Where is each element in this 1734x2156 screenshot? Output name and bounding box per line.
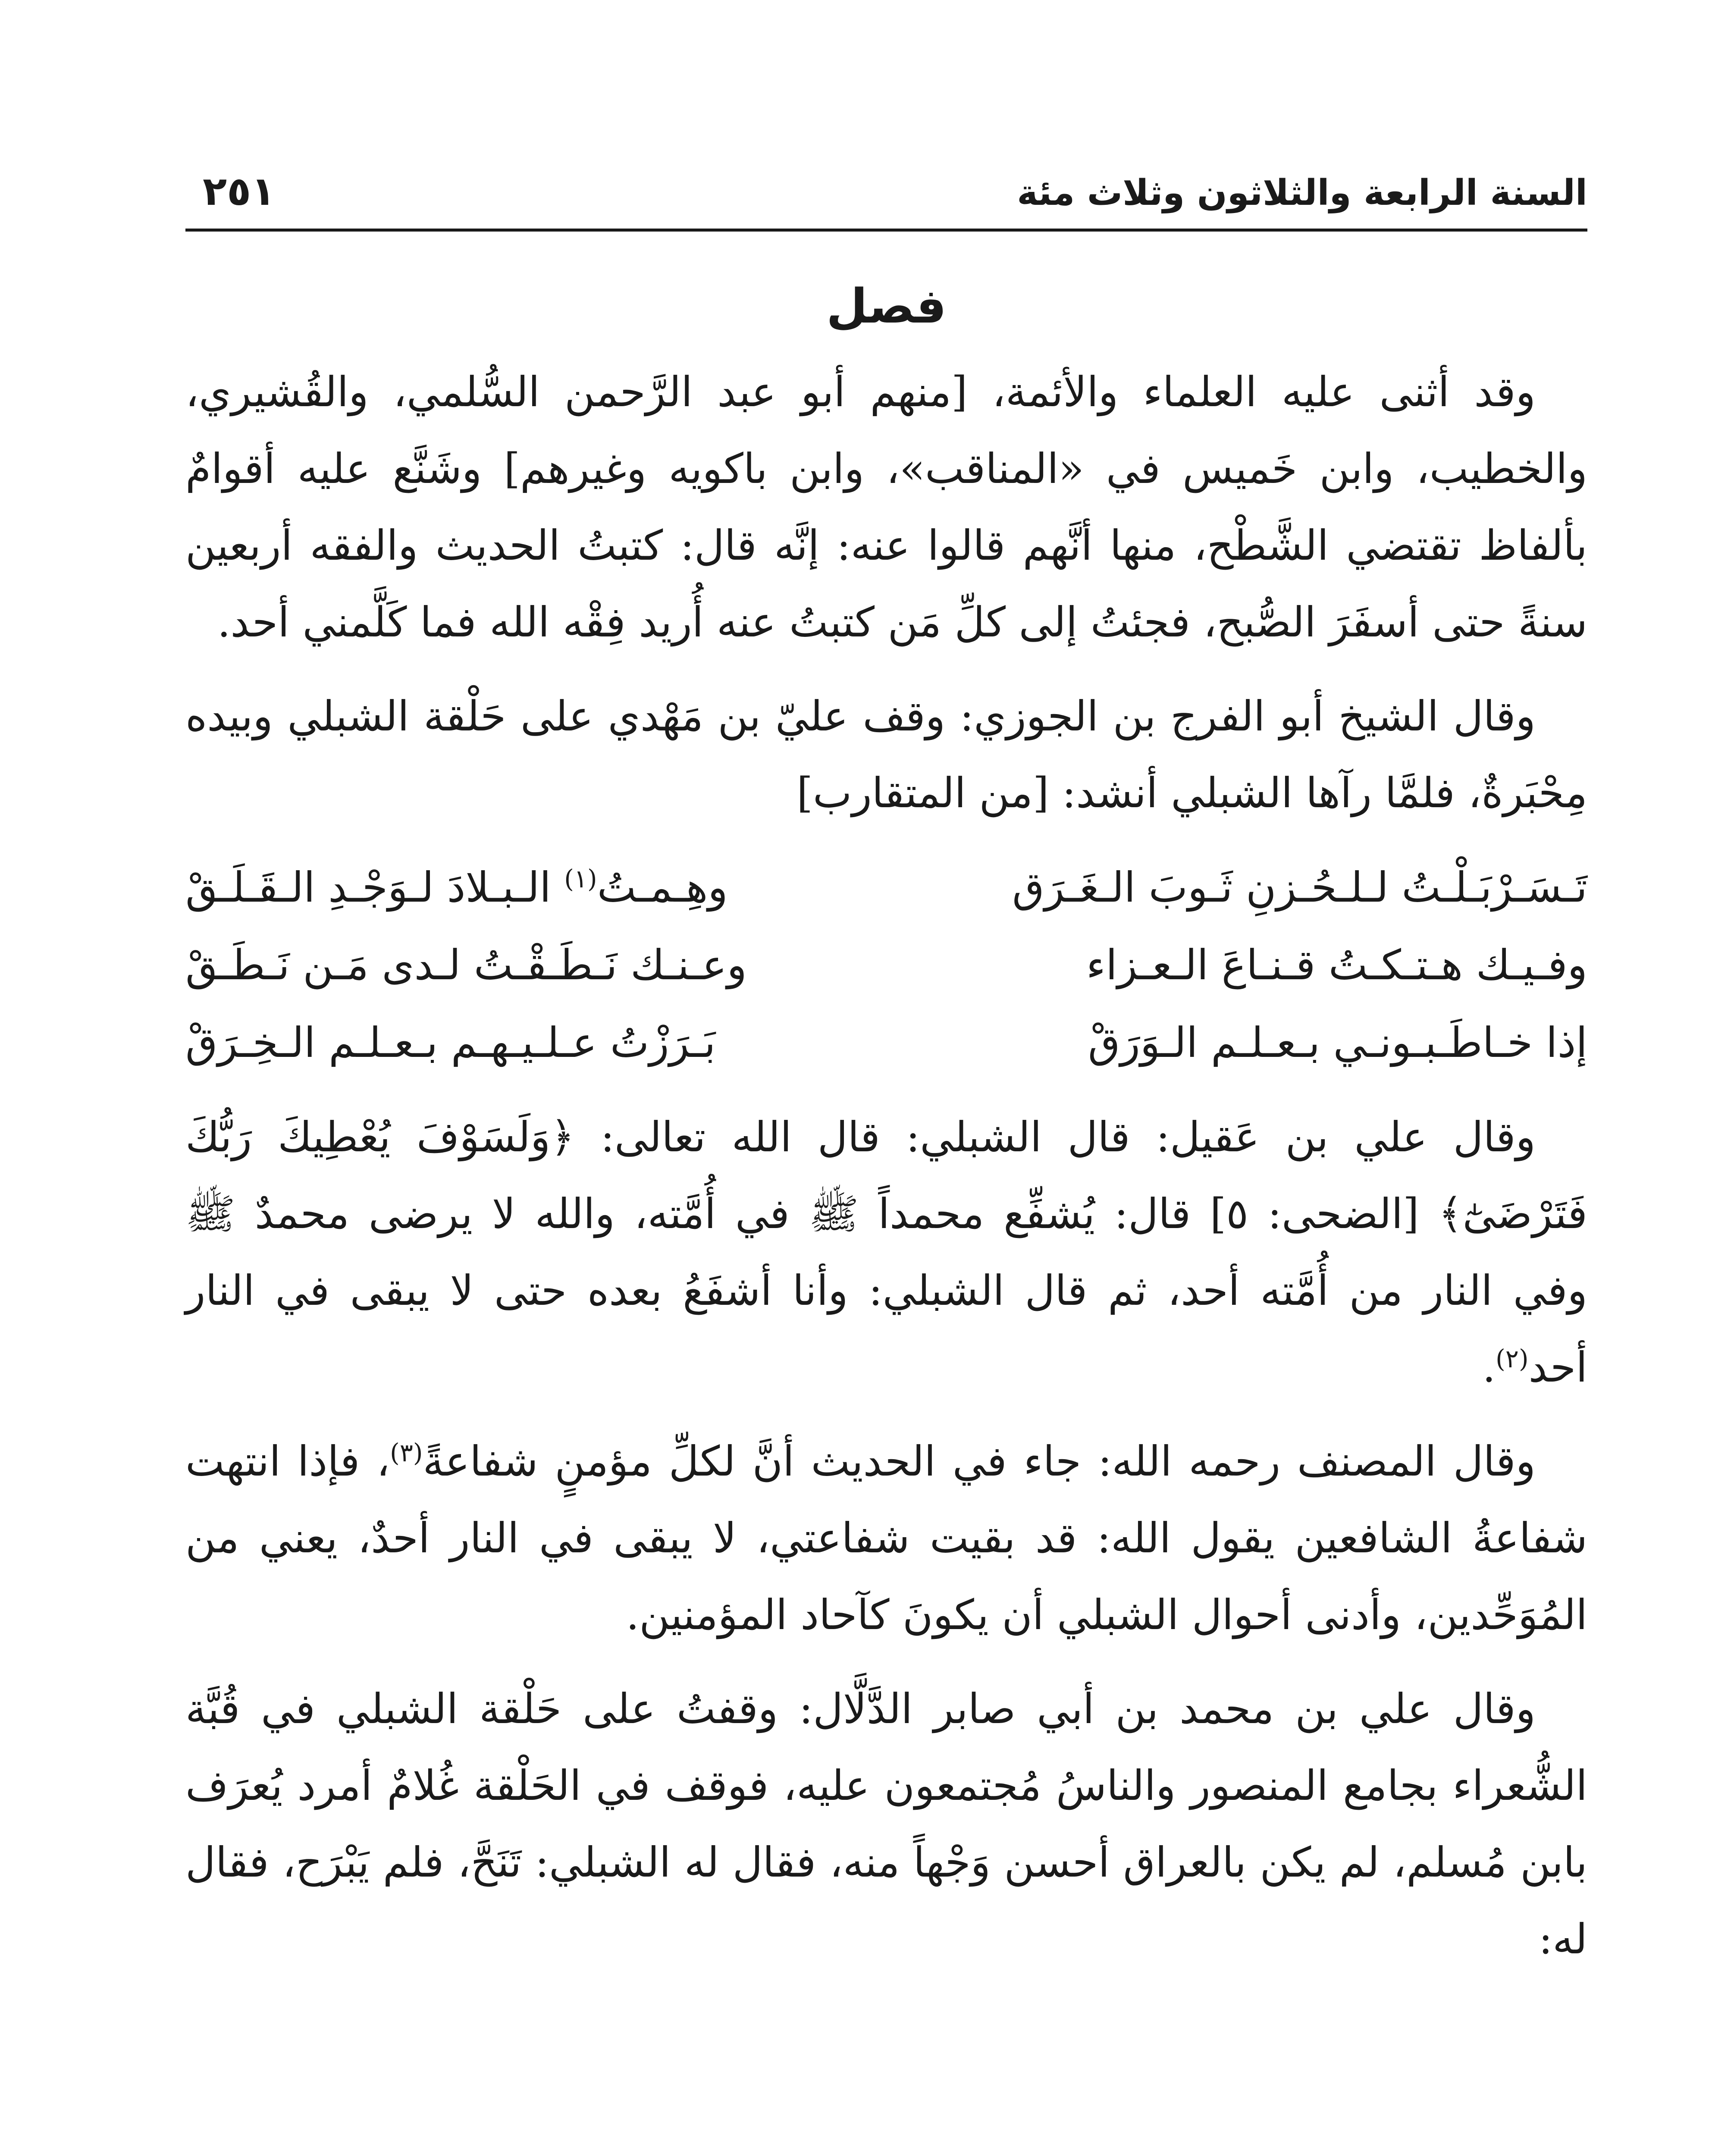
- verse-3-first-hemistich: إذا خـاطَـبـونـي بـعـلـم الـوَرَقْ: [1088, 1018, 1587, 1067]
- verse-1-second-hemistich: وهِـمـتُ$^{(١)}$ الـبـلادَ لـوَجْـدِ الـقَـلَـقْ: [185, 863, 728, 912]
- paragraph-5: وقال علي بن محمد بن أبي صابر الدَّلَّال: وقفتُ على حَلْقة الشبلي في قُبَّة الشُّعراء بجامع المنصور والناسُ مُجتمعون عليه، فوقف في الحَلْقة غُلامٌ أمرد يُعرَف بابن مُسلم، لم يكن بالعراق أحسن وَجْهاً منه، فقال له الشبلي: تَنَحَّ، فلم يَبْرَح، فقال له:: [185, 1685, 1587, 1963]
- footnote-ref-3[interactable]: (٣): [390, 1438, 423, 1467]
- verse-line-2: [185, 926, 1587, 1004]
- verse-3-second-hemistich: بَـرَزْتُ عـلـيـهـم بـعـلـم الـخِـرَقْ: [185, 1018, 716, 1067]
- verse-2-first-hemistich: وفـيـك هـتـكـتُ قـنـاعَ الـعـزاء: [1086, 941, 1587, 989]
- verse-1-first-hemistich: تَـسَـرْبَـلْـتُ لـلـحُـزنِ ثَـوبَ الـغَـرَق: [1012, 863, 1587, 912]
- page-header: [185, 164, 1587, 232]
- section-heading: فصل: [826, 279, 947, 334]
- poem-verses: [185, 849, 1587, 1081]
- footnote-ref-2[interactable]: (٢): [1496, 1344, 1529, 1373]
- paragraph-1: وقد أثنى عليه العلماء والأئمة، [منهم أبو عبد الرَّحمن السُّلمي، والقُشيري، والخطيب، وابن خَميس في «المناقب»، وابن باكويه وغيرهم] وشَنَّع عليه أقوامٌ بألفاظ تقتضي الشَّطْح، منها أنَّهم قالوا عنه: إنَّه قال: كتبتُ الحديث والفقه أربعين سنةً حتى أسفَرَ الصُّبح، فجئتُ إلى كلِّ مَن كتبتُ عنه أُريد فِقْه الله فما كَلَّمني أحد.: [185, 368, 1587, 646]
- paragraph-2: وقال الشيخ أبو الفرج بن الجوزي: وقف عليّ بن مَهْدي على حَلْقة الشبلي وبيده مِحْبَرةٌ، فلمَّا رآها الشبلي أنشد: [من المتقارب]: [185, 692, 1587, 817]
- main-text: [185, 267, 1587, 1995]
- verse-line-1: [185, 849, 1587, 926]
- running-title: السنة الرابعة والثلاثون وثلاث مئة: [1017, 172, 1587, 213]
- page-number: ٢٥١: [203, 168, 276, 214]
- paragraph-3: وقال علي بن عَقيل: قال الشبلي: قال الله تعالى: ﴿وَلَسَوْفَ يُعْطِيكَ رَبُّكَ فَتَرْضَىٰٓ﴾ [الضحى: ٥] قال: يُشفِّع محمداً ﷺ في أُمَّته، والله لا يرضى محمدٌ ﷺ وفي النار من أُمَّته أحد، ثم قال الشبلي: وأنا أشفَعُ بعده حتى لا يبقى في النار أحد$^{(٢)}$.: [185, 1113, 1588, 1391]
- footnote-ref-1[interactable]: (١): [564, 864, 597, 893]
- verse-2-second-hemistich: وعـنـك نَـطَـقْـتُ لـدى مَـن نَـطَـقْ: [185, 941, 747, 989]
- verse-line-3: [185, 1004, 1587, 1081]
- paragraph-4: وقال المصنف رحمه الله: جاء في الحديث أنَّ لكلِّ مؤمنٍ شفاعةً$^{(٣)}$، فإذا انتهت شفاعةُ الشافعين يقول الله: قد بقيت شفاعتي، لا يبقى في النار أحدٌ، يعني من المُوَحِّدين، وأدنى أحوال الشبلي أن يكونَ كآحاد المؤمنين.: [185, 1437, 1588, 1639]
